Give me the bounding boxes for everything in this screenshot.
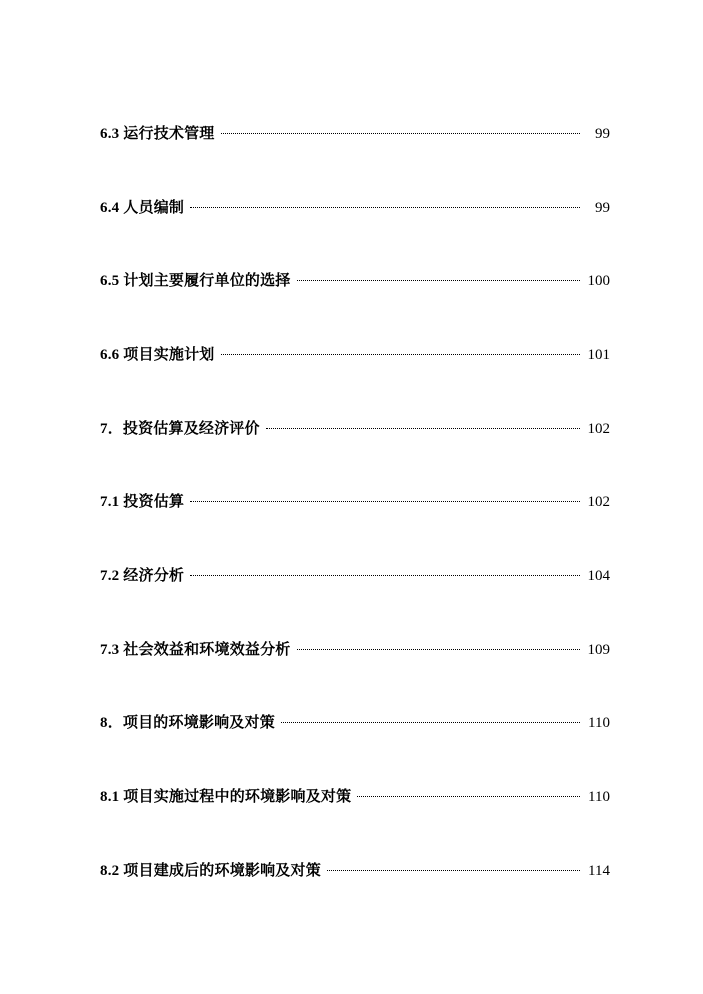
toc-dot-leader: [221, 133, 580, 134]
toc-dot-leader: [281, 722, 580, 723]
toc-page-number: 101: [587, 347, 610, 363]
toc-entry-title: 7.2 经济分析: [100, 568, 185, 584]
toc-entry-6-3: [100, 122, 610, 146]
toc-page-number: 109: [587, 642, 610, 658]
toc-entry-title: 7.3 社会效益和环境效益分析: [100, 642, 291, 658]
toc-dot-leader: [190, 207, 580, 208]
toc-dot-leader: [297, 649, 580, 650]
toc-entry-title: 7.1 投资估算: [100, 494, 185, 510]
toc-dot-leader: [221, 354, 580, 355]
toc-page-number: 99: [595, 200, 610, 216]
toc-entry-7-3: [100, 638, 610, 662]
toc-entry-title: 7．投资估算及经济评价: [100, 421, 260, 437]
toc-entry-7: [100, 417, 610, 441]
toc-page-number: 102: [587, 494, 610, 510]
toc-entry-title: 8.2 项目建成后的环境影响及对策: [100, 863, 321, 879]
toc-page-number: 99: [595, 126, 610, 142]
toc-entry-8-1: [100, 785, 610, 809]
toc-page-number: 104: [587, 568, 610, 584]
toc-page-number: 110: [588, 789, 610, 805]
table-of-contents: [100, 0, 610, 994]
toc-dot-leader: [357, 796, 580, 797]
toc-dot-leader: [190, 575, 580, 576]
toc-page-number: 114: [588, 863, 610, 879]
toc-entry-title: 6.4 人员编制: [100, 200, 185, 216]
toc-entry-8: [100, 711, 610, 735]
toc-entry-6-5: [100, 269, 610, 293]
toc-dot-leader: [327, 870, 580, 871]
toc-entry-7-1: [100, 490, 610, 514]
toc-entry-title: 6.5 计划主要履行单位的选择: [100, 273, 291, 289]
toc-page-number: 100: [587, 273, 610, 289]
toc-dot-leader: [190, 501, 580, 502]
toc-entry-6-6: [100, 343, 610, 367]
toc-entry-title: 6.3 运行技术管理: [100, 126, 215, 142]
toc-entry-title: 8.1 项目实施过程中的环境影响及对策: [100, 789, 352, 805]
toc-entry-7-2: [100, 564, 610, 588]
toc-dot-leader: [297, 280, 580, 281]
toc-entry-title: 8．项目的环境影响及对策: [100, 715, 275, 731]
toc-page-number: 110: [588, 715, 610, 731]
toc-page-number: 102: [587, 421, 610, 437]
toc-entry-title: 6.6 项目实施计划: [100, 347, 215, 363]
toc-dot-leader: [266, 428, 580, 429]
toc-entry-8-2: [100, 859, 610, 883]
toc-entry-6-4: [100, 196, 610, 220]
